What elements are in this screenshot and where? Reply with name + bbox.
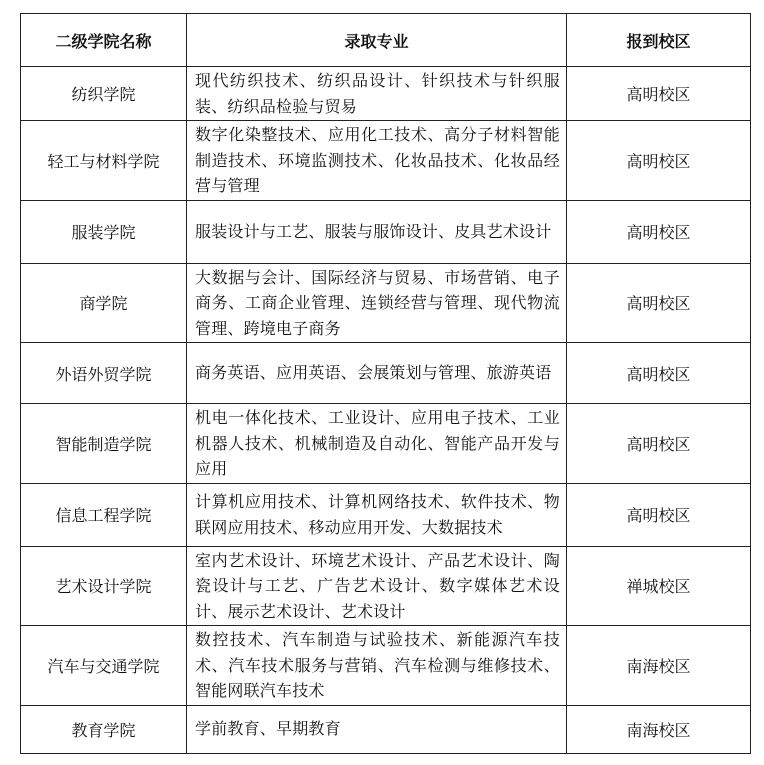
majors-list: 计算机应用技术、计算机网络技术、软件技术、物联网应用技术、移动应用开发、大数据技术 bbox=[187, 483, 567, 546]
header-row bbox=[21, 14, 751, 67]
college-name: 外语外贸学院 bbox=[21, 343, 187, 404]
college-name: 教育学院 bbox=[21, 705, 187, 753]
campus-name: 高明校区 bbox=[567, 67, 751, 121]
table-row bbox=[21, 200, 751, 263]
campus-name: 高明校区 bbox=[567, 404, 751, 484]
admission-table bbox=[20, 13, 751, 754]
table-row bbox=[21, 263, 751, 343]
header-majors: 录取专业 bbox=[187, 14, 567, 67]
table-row bbox=[21, 343, 751, 404]
college-name: 汽车与交通学院 bbox=[21, 626, 187, 706]
majors-list: 现代纺织技术、纺织品设计、针织技术与针织服装、纺织品检验与贸易 bbox=[187, 67, 567, 121]
table-row bbox=[21, 626, 751, 706]
majors-list: 室内艺术设计、环境艺术设计、产品艺术设计、陶瓷设计与工艺、广告艺术设计、数字媒体艺术设计、展示艺术设计、艺术设计 bbox=[187, 546, 567, 626]
table-row bbox=[21, 67, 751, 121]
college-name: 商学院 bbox=[21, 263, 187, 343]
campus-name: 高明校区 bbox=[567, 343, 751, 404]
table-row bbox=[21, 705, 751, 753]
college-name: 艺术设计学院 bbox=[21, 546, 187, 626]
college-name: 服装学院 bbox=[21, 200, 187, 263]
college-name: 纺织学院 bbox=[21, 67, 187, 121]
majors-list: 大数据与会计、国际经济与贸易、市场营销、电子商务、工商企业管理、连锁经营与管理、现代物流管理、跨境电子商务 bbox=[187, 263, 567, 343]
table-row bbox=[21, 121, 751, 201]
campus-name: 高明校区 bbox=[567, 263, 751, 343]
campus-name: 高明校区 bbox=[567, 483, 751, 546]
campus-name: 高明校区 bbox=[567, 200, 751, 263]
campus-name: 南海校区 bbox=[567, 626, 751, 706]
majors-list: 数控技术、汽车制造与试验技术、新能源汽车技术、汽车技术服务与营销、汽车检测与维修技术、智能网联汽车技术 bbox=[187, 626, 567, 706]
college-name: 信息工程学院 bbox=[21, 483, 187, 546]
table-row bbox=[21, 546, 751, 626]
table-row bbox=[21, 404, 751, 484]
header-campus: 报到校区 bbox=[567, 14, 751, 67]
majors-list: 数字化染整技术、应用化工技术、高分子材料智能制造技术、环境监测技术、化妆品技术、化妆品经营与管理 bbox=[187, 121, 567, 201]
header-college: 二级学院名称 bbox=[21, 14, 187, 67]
college-name: 轻工与材料学院 bbox=[21, 121, 187, 201]
campus-name: 禅城校区 bbox=[567, 546, 751, 626]
campus-name: 高明校区 bbox=[567, 121, 751, 201]
majors-list: 机电一体化技术、工业设计、应用电子技术、工业机器人技术、机械制造及自动化、智能产品开发与应用 bbox=[187, 404, 567, 484]
majors-list: 商务英语、应用英语、会展策划与管理、旅游英语 bbox=[187, 343, 567, 404]
majors-list: 学前教育、早期教育 bbox=[187, 705, 567, 753]
college-name: 智能制造学院 bbox=[21, 404, 187, 484]
majors-list: 服装设计与工艺、服装与服饰设计、皮具艺术设计 bbox=[187, 200, 567, 263]
table-row bbox=[21, 483, 751, 546]
campus-name: 南海校区 bbox=[567, 705, 751, 753]
